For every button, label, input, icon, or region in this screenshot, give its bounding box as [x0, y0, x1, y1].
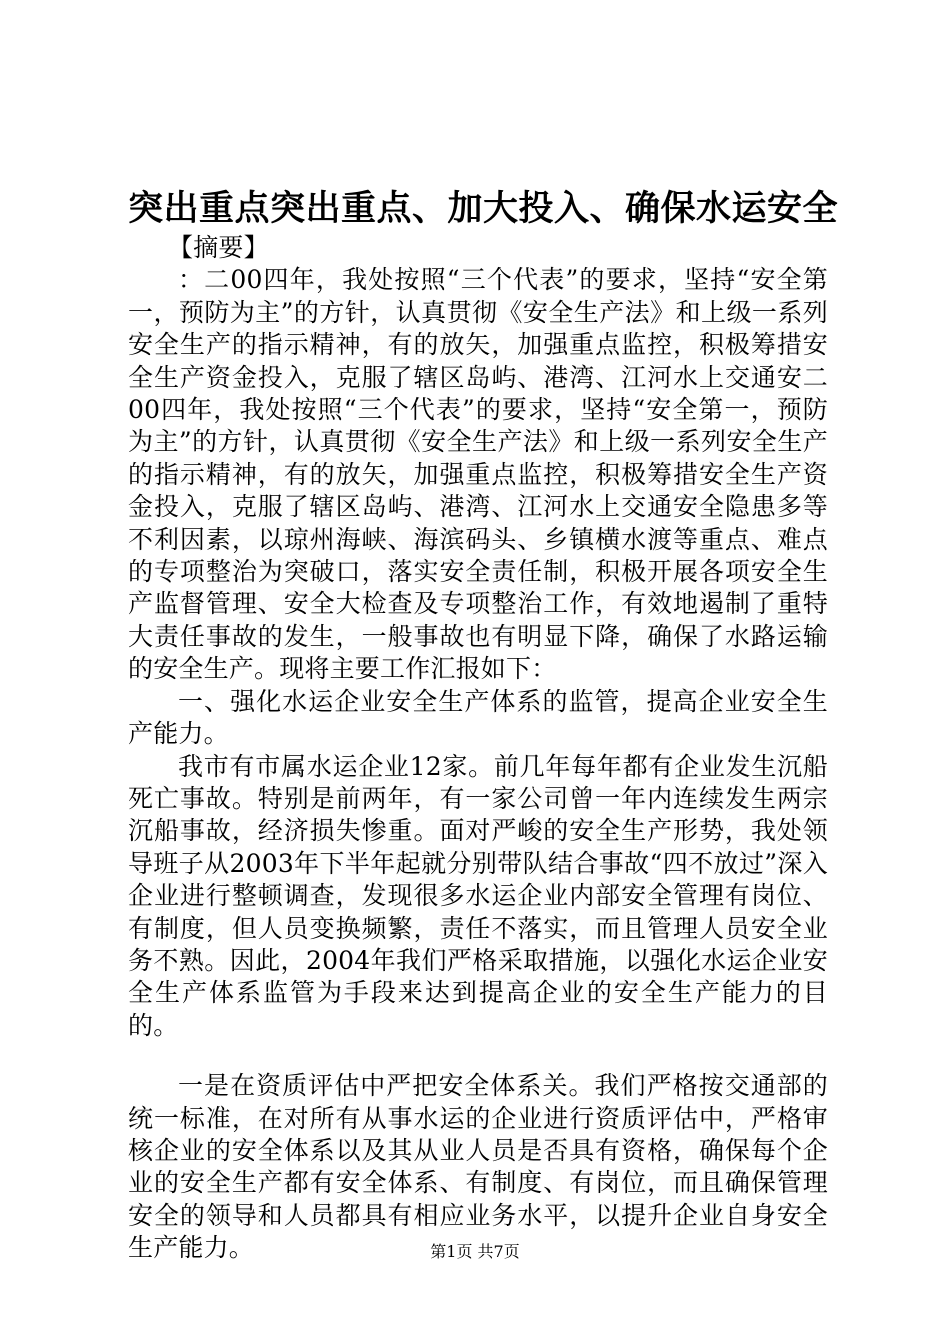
abstract-label: 【摘要】 — [168, 233, 269, 262]
document-title: 突出重点突出重点、加大投入、确保水运安全 — [128, 188, 839, 229]
body-paragraph: 我市有市属水运企业12家。前几年每年都有企业发生沉船死亡事故。特别是前两年，有一家公司曾一年内连续发生两宗沉船事故，经济损失惨重。面对严峻的安全生产形势，我处领导班子从2003年下半年起就分别带队结合事故“四不放过”深入企业进行整顿调查，发现很多水运企业内部安全管理有岗位、有制度，但人员变换频繁，责任不落实，而且管理人员安全业务不熟。因此，2004年我们严格采取措施，以强化水运企业安全生产体系监管为手段来达到提高企业的安全生产能力的目的。 — [128, 751, 828, 1040]
abstract-paragraph: ：二00四年，我处按照“三个代表”的要求，坚持“安全第一，预防为主”的方针，认真贯彻《安全生产法》和上级一系列安全生产的指示精神，有的放矢，加强重点监控，积极筹措安全生产资金投入，克服了辖区岛屿、港湾、江河水上交通安二00四年，我处按照“三个代表”的要求，坚持“安全第一，预防为主”的方针，认真贯彻《安全生产法》和上级一系列安全生产的指示精神，有的放矢，加强重点监控，积极筹措安全生产资金投入，克服了辖区岛屿、港湾、江河水上交通安全隐患多等不利因素，以琼州海峡、海滨码头、乡镇横水渡等重点、难点的专项整治为突破口，落实安全责任制，积极开展各项安全生产监督管理、安全大检查及专项整治工作，有效地遏制了重特大责任事故的发生，一般事故也有明显下降，确保了水路运输的安全生产。现将主要工作汇报如下： — [128, 265, 828, 684]
section-heading-1: 一、强化水运企业安全生产体系的监管，提高企业安全生产能力。 — [128, 686, 828, 749]
document-body — [128, 232, 828, 1265]
body-paragraph: 一是在资质评估中严把安全体系关。我们严格按交通部的统一标准，在对所有从事水运的企业进行资质评估中，严格审核企业的安全体系以及其从业人员是否具有资格，确保每个企业的安全生产都有安全体系、有制度、有岗位，而且确保管理安全的领导和人员都具有相应业务水平，以提升企业自身安全生产能力。 — [128, 1071, 828, 1263]
page-number-footer: 第1页 共7页 — [430, 1242, 520, 1261]
